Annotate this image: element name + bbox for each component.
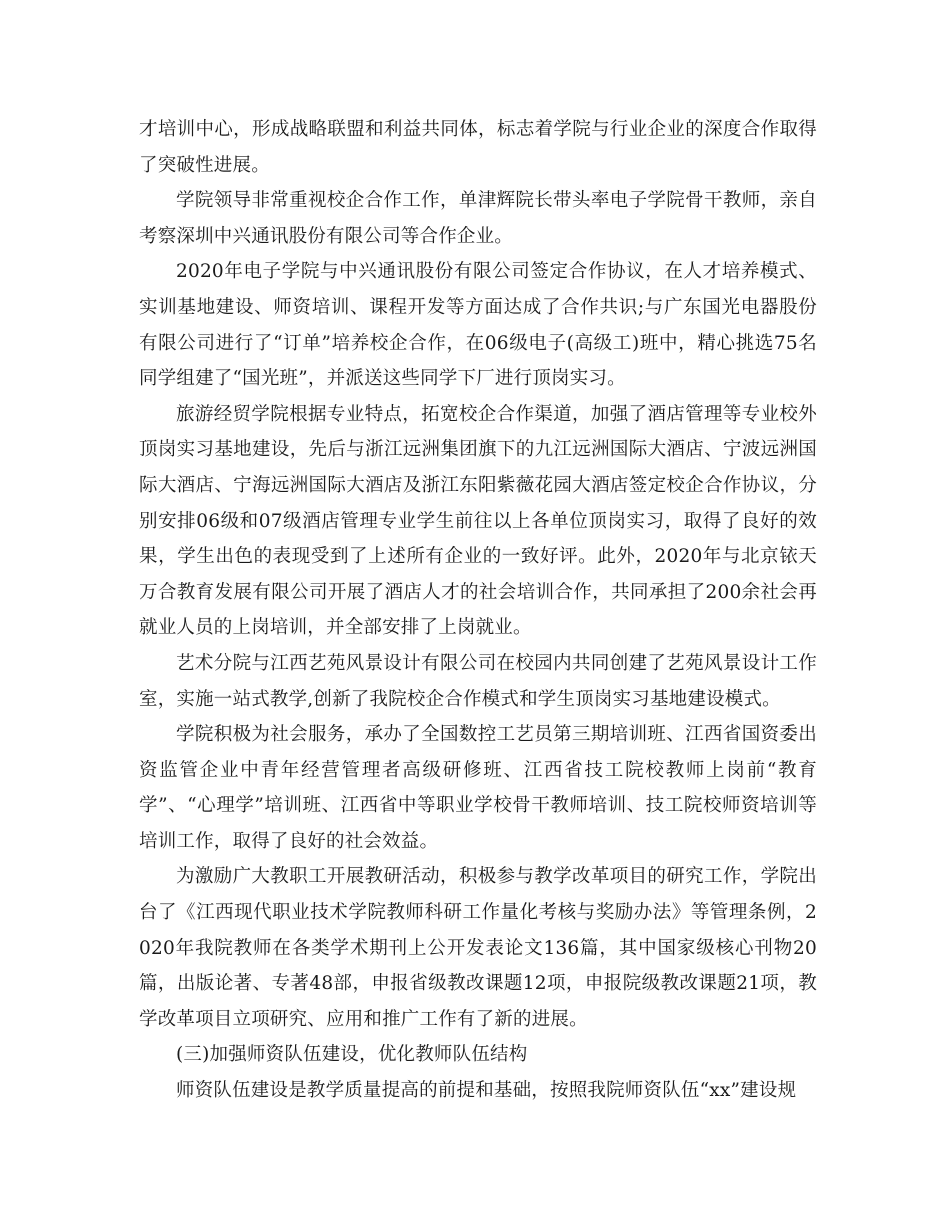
paragraph-leadership: 学院领导非常重视校企合作工作，单津辉院长带头率电子学院骨干教师，亲自考察深圳中兴通讯股份有限公司等合作企业。 <box>139 190 817 247</box>
paragraph-faculty: 师资队伍建设是教学质量提高的前提和基础，按照我院师资队伍“xx”建设规 <box>176 1080 797 1102</box>
paragraph-continuation: 才培训中心，形成战略联盟和利益共同体，标志着学院与行业企业的深度合作取得了突破性进展。 <box>139 119 817 176</box>
section-heading: (三)加强师资队伍建设，优化教师队伍结构 <box>176 1044 528 1066</box>
paragraph-electronics-college: 2020年电子学院与中兴通讯股份有限公司签定合作协议，在人才培养模式、实训基地建设、师资培训、课程开发等方面达成了合作共识;与广东国光电器股份有限公司进行了“订单”培养校企合作，在06级电子(高级工)班中，精心挑选75名同学组建了“国光班”，并派送这些同学下厂进行顶岗实习。 <box>139 261 818 390</box>
document-body <box>139 112 817 1109</box>
paragraph-social-service: 学院积极为社会服务，承办了全国数控工艺员第三期培训班、江西省国资委出资监管企业中青年经营管理者高级研修班、江西省技工院校教师上岗前“教育学”、“心理学”培训班、江西省中等职业学校骨干教师培训、技工院校师资培训等培训工作，取得了良好的社会效益。 <box>139 724 817 852</box>
paragraph-tourism-college: 旅游经贸学院根据专业特点，拓宽校企合作渠道，加强了酒店管理等专业校外顶岗实习基地建设，先后与浙江远洲集团旗下的九江远洲国际大酒店、宁波远洲国际大酒店、宁海远洲国际大酒店及浙江东阳紫薇花园大酒店签定校企合作协议，分别安排06级和07级酒店管理专业学生前往以上各单位顶岗实习，取得了良好的效果，学生出色的表现受到了上述所有企业的一致好评。此外，2020年与北京铱天万合教育发展有限公司开展了酒店人才的社会培训合作，共同承担了200余社会再就业人员的上岗培训，并全部安排了上岗就业。 <box>139 403 817 639</box>
paragraph-art-branch: 艺术分院与江西艺苑风景设计有限公司在校园内共同创建了艺苑风景设计工作室，实施一站式教学,创新了我院校企合作模式和学生顶岗实习基地建设模式。 <box>139 652 817 710</box>
paragraph-research: 为激励广大教职工开展教研活动，积极参与教学改革项目的研究工作，学院出台了《江西现代职业技术学院教师科研工作量化考核与奖励办法》等管理条例，2020年我院教师在各类学术期刊上公开发表论文136篇，其中国家级核心刊物20篇，出版论著、专著48部，申报省级教改课题12项，申报院级教改课题21项，教学改革项目立项研究、应用和推广工作有了新的进展。 <box>139 866 817 1030</box>
